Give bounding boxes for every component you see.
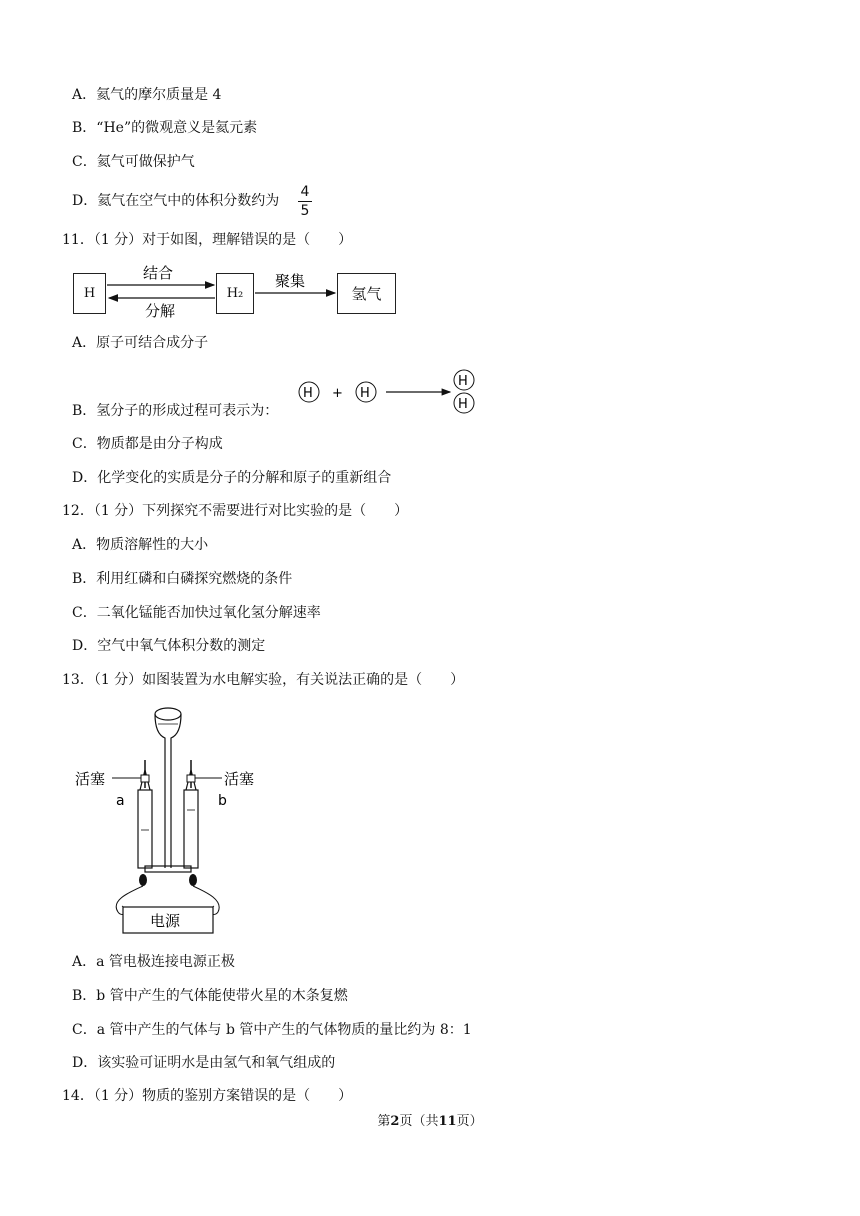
- footer-suffix: 页）: [456, 1114, 483, 1129]
- q11-option-c: C．物质都是由分子构成: [72, 436, 223, 452]
- page-footer: [0, 1110, 860, 1129]
- q12-option-c: C．二氧化锰能否加快过氧化氢分解速率: [72, 605, 321, 621]
- tube-a: [138, 790, 152, 868]
- q10-option-d: D．氦气在空气中的体积分数约为: [72, 193, 280, 209]
- q10-option-b: B．“He”的微观意义是氦元素: [72, 120, 258, 136]
- q10-option-a: A．氦气的摩尔质量是 4: [72, 87, 222, 103]
- hydrogen-atom-1-label: H: [303, 386, 313, 401]
- molecule-box: H₂: [216, 273, 254, 314]
- plus-sign: +: [332, 386, 343, 401]
- q12-option-b: B．利用红磷和白磷探究燃烧的条件: [72, 571, 293, 587]
- q13-option-c: C．a 管中产生的气体与 b 管中产生的气体物质的量比约为 8：1: [72, 1022, 472, 1038]
- footer-prefix: 第: [377, 1114, 391, 1129]
- stopcock-left-label: 活塞: [75, 770, 106, 788]
- q12-stem: 12．（1 分）下列探究不需要进行对比实验的是（ ）: [62, 503, 409, 519]
- footer-total-pages: 11: [438, 1114, 457, 1129]
- fraction-denominator: 5: [300, 203, 310, 219]
- h2-atom-bottom-label: H: [458, 397, 468, 412]
- q12-option-d: D．空气中氧气体积分数的测定: [72, 638, 266, 654]
- combine-label: 结合: [143, 264, 174, 282]
- q12-option-a: A．物质溶解性的大小: [72, 537, 209, 553]
- tube-b: [184, 790, 198, 868]
- tube-b-label: b: [218, 793, 227, 809]
- footer-page-number: 2: [390, 1114, 400, 1129]
- substance-box: 氢气: [337, 273, 396, 314]
- fraction-numerator: 4: [300, 184, 310, 200]
- electrode-a: [139, 874, 147, 886]
- q11-stem: 11．（1 分）对于如图，理解错误的是（ ）: [62, 232, 353, 248]
- electrode-b: [189, 874, 197, 886]
- footer-middle: 页（共: [399, 1114, 439, 1129]
- tube-a-label: a: [116, 793, 125, 809]
- q11-option-b: B．氢分子的形成过程可表示为：: [72, 403, 279, 419]
- stopcock-right-label: 活塞: [224, 770, 255, 788]
- stopcock-a: [141, 775, 149, 782]
- h2-atom-top-label: H: [458, 374, 468, 389]
- decompose-label: 分解: [145, 302, 176, 320]
- q11-option-d: D．化学变化的实质是分子的分解和原子的重新组合: [72, 470, 392, 486]
- funnel-rim: [155, 708, 181, 720]
- q10-option-c: C．氦气可做保护气: [72, 154, 195, 170]
- stopcock-b: [187, 775, 195, 782]
- electrolysis-apparatus: [0, 700, 300, 945]
- atom-box: H: [73, 273, 106, 314]
- q13-option-d: D．该实验可证明水是由氢气和氧气组成的: [72, 1055, 336, 1071]
- q11-option-a: A．原子可结合成分子: [72, 335, 209, 351]
- q13-option-a: A．a 管电极连接电源正极: [72, 954, 235, 970]
- q13-stem: 13．（1 分）如图装置为水电解实验，有关说法正确的是（ ）: [62, 672, 465, 688]
- q14-stem: 14．（1 分）物质的鉴别方案错误的是（ ）: [62, 1088, 353, 1104]
- q13-option-b: B．b 管中产生的气体能使带火星的木条复燃: [72, 988, 348, 1004]
- hydrogen-atom-2-label: H: [360, 386, 370, 401]
- atom-molecule-diagram: [0, 0, 860, 420]
- gather-label: 聚集: [275, 272, 306, 290]
- power-label: 电源: [150, 912, 181, 930]
